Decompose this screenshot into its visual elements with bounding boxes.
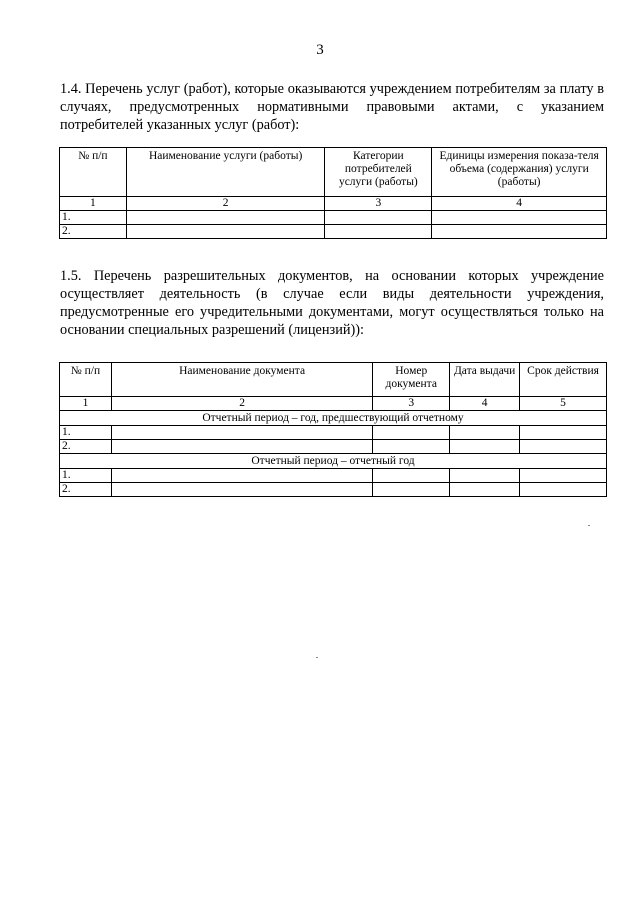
col-number-2: 2 (126, 197, 325, 211)
table-cell (111, 469, 372, 483)
permits-table (59, 362, 607, 497)
col-number-3: 3 (325, 197, 432, 211)
col-number-2: 2 (111, 397, 372, 411)
column-number-row (60, 197, 607, 211)
table-cell (325, 211, 432, 225)
row-number: 1. (60, 469, 112, 483)
table-row (60, 469, 607, 483)
table-cell (373, 426, 450, 440)
table-cell (373, 469, 450, 483)
col-header-validity: Срок действия (520, 363, 607, 397)
services-table (59, 147, 607, 239)
col-number-1: 1 (60, 197, 127, 211)
table-cell (432, 225, 607, 239)
table-cell (111, 440, 372, 454)
permits-table-header (60, 363, 607, 397)
table-cell (111, 483, 372, 497)
col-number-4: 4 (450, 397, 520, 411)
table-cell (325, 225, 432, 239)
row-number: 2. (60, 440, 112, 454)
table-cell (520, 469, 607, 483)
table-row (60, 211, 607, 225)
row-number: 1. (60, 211, 127, 225)
col-number-3: 3 (373, 397, 450, 411)
col-header-units: Единицы измерения показа-теля объема (содержания) услуги (работы) (432, 148, 607, 197)
col-number-4: 4 (432, 197, 607, 211)
scan-speck (588, 525, 590, 526)
table-cell (520, 426, 607, 440)
col-header-issue-date: Дата выдачи (450, 363, 520, 397)
row-number: 1. (60, 426, 112, 440)
services-table-header (60, 148, 607, 197)
table-cell (520, 483, 607, 497)
section-1-5-text: 1.5. Перечень разрешительных документов, на основании которых учреждение осуществляет деятельность (в случае если виды деятельности учреждения, предусмотренные его учредительными документами, могут осуществляться только на основании специальных разрешений (лицензий)): (60, 268, 604, 338)
period-row-current (60, 454, 607, 469)
scan-speck (316, 657, 318, 658)
table-row (60, 483, 607, 497)
col-header-number: № п/п (60, 148, 127, 197)
table-row (60, 225, 607, 239)
period-current-label: Отчетный период – отчетный год (60, 454, 607, 469)
table-cell (450, 426, 520, 440)
col-header-number: № п/п (60, 363, 112, 397)
row-number: 2. (60, 225, 127, 239)
col-header-document-number: Номер документа (373, 363, 450, 397)
table-cell (111, 426, 372, 440)
col-header-service-name: Наименование услуги (работы) (126, 148, 325, 197)
column-number-row (60, 397, 607, 411)
row-number: 2. (60, 483, 112, 497)
table-cell (450, 483, 520, 497)
table-cell (373, 483, 450, 497)
table-cell (126, 225, 325, 239)
section-1-4-text: 1.4. Перечень услуг (работ), которые оказываются учреждением потребителям за плату в случаях, предусмотренных нормативными правовыми актами, с указанием потребителей указанных услуг (работ): (60, 81, 604, 133)
col-number-5: 5 (520, 397, 607, 411)
table-cell (432, 211, 607, 225)
period-row-previous (60, 411, 607, 426)
col-header-document-name: Наименование документа (111, 363, 372, 397)
page-number: 3 (316, 42, 324, 58)
table-cell (373, 440, 450, 454)
table-row (60, 426, 607, 440)
table-cell (126, 211, 325, 225)
table-cell (520, 440, 607, 454)
col-number-1: 1 (60, 397, 112, 411)
table-cell (450, 469, 520, 483)
table-cell (450, 440, 520, 454)
period-previous-label: Отчетный период – год, предшествующий отчетному (60, 411, 607, 426)
col-header-consumer-categories: Категории потребителей услуги (работы) (325, 148, 432, 197)
table-row (60, 440, 607, 454)
